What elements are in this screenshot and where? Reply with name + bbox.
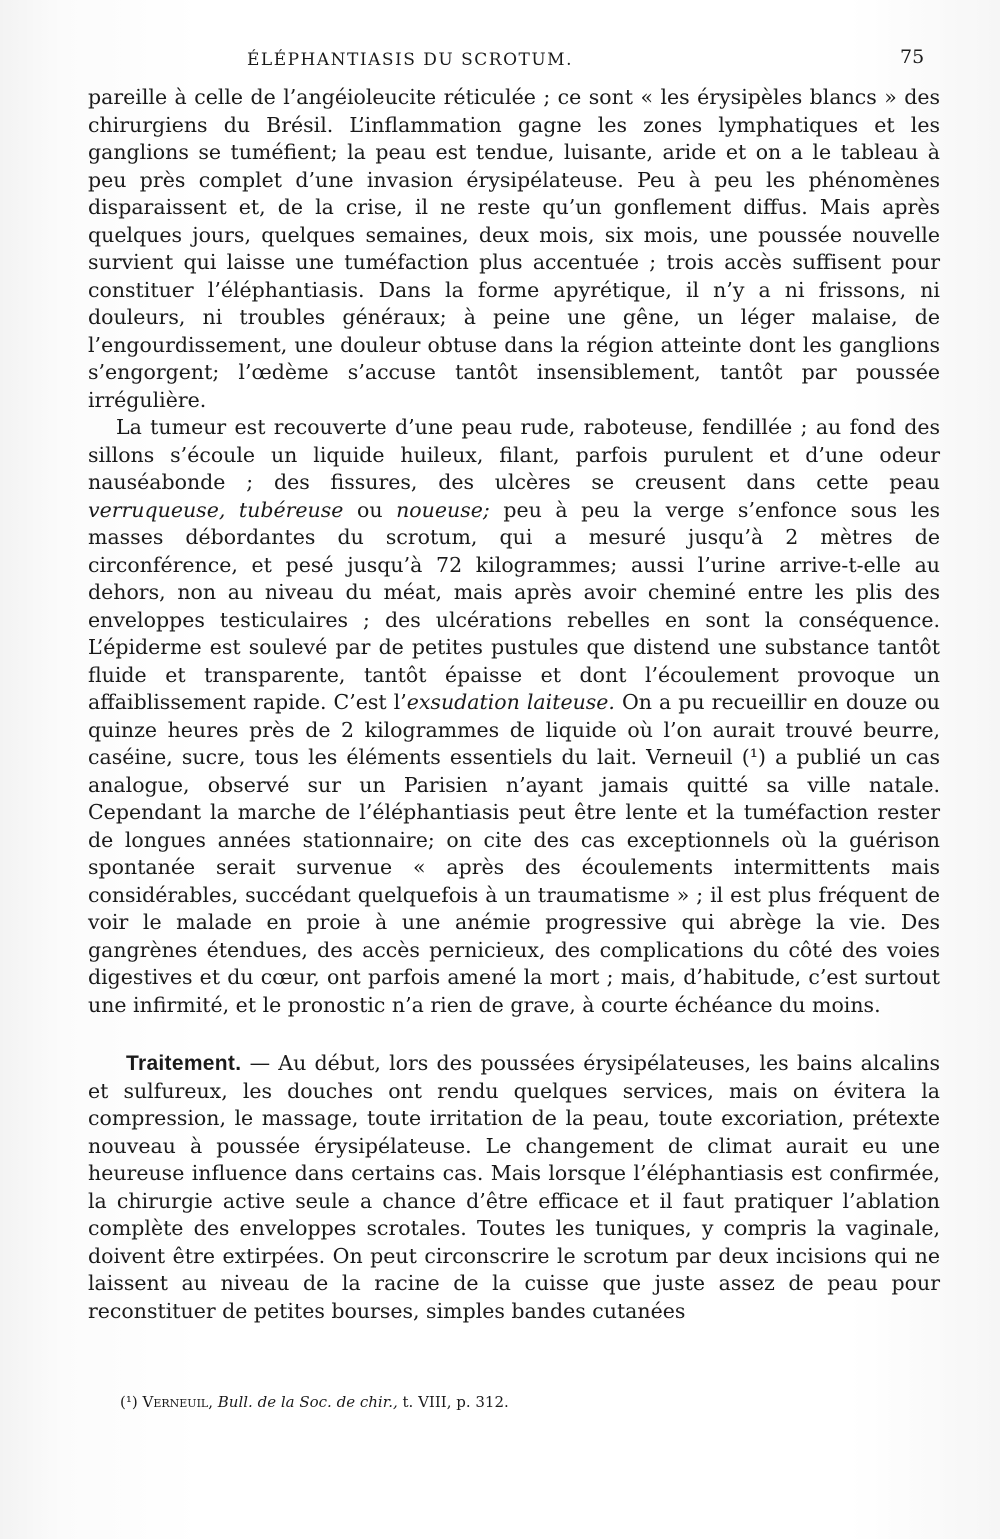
italic-noueuse: noueuse;	[396, 497, 490, 522]
paragraph-2-text-d: On a pu recueillir en douze ou quinze heures près de 2 kilogrammes de liquide où l’on aurait trouvé beurre, caséine, sucre, tous les éléments essentiels du lait. Verneuil	[88, 690, 940, 769]
page-number: 75	[900, 46, 925, 68]
body-text	[88, 84, 940, 1325]
running-title: ÉLÉPHANTIASIS DU SCROTUM.	[247, 50, 573, 70]
footnote-marker: (¹)	[120, 1393, 138, 1411]
footnote-author: Verneuil,	[142, 1393, 213, 1411]
footnote	[120, 1391, 820, 1413]
treatment-text: — Au début, lors des poussées érysipélateuses, les bains alcalins et sulfureux, les douches ont rendu quelques services, mais on évitera la compression, le massage, toute irritation de la peau, toute excoriation, prétexte nouveau à poussée érysipélateuse. Le changement de climat aurait eu une heureuse influence dans certains cas. Mais lorsque l’éléphantiasis est confirmée, la chirurgie active seule a chance d’être efficace et il faut pratiquer l’ablation complète des enveloppes scrotales. Toutes les tuniques, y compris la vaginale, doivent être extirpées. On peut circonscrire le scrotum par deux incisions qui ne laissent au niveau de la racine de la cuisse que juste assez de peau pour reconstituer de petites bourses, simples bandes cutanées	[88, 1051, 940, 1323]
paragraph-2	[88, 414, 940, 1019]
footnote-rest: t. VIII, p. 312.	[397, 1393, 509, 1411]
treatment-paragraph	[88, 1050, 940, 1325]
paragraph-1: pareille à celle de l’angéioleucite réticulée ; ce sont « les érysipèles blancs » des chirurgiens du Brésil. L’inflammation gagne les zones lymphatiques et les ganglions se tuméfient; la peau est tendue, luisante, aride et on a le tableau à peu près complet d’une invasion érysipélateuse. Peu à peu les phénomènes disparaissent et, de la crise, il ne reste qu’un gonflement diffus. Mais après quelques jours, quelques semaines, deux mois, six mois, une poussée nouvelle survient qui laisse une tuméfaction plus accentuée ; trois accès suffisent pour constituer l’éléphantiasis. Dans la forme apyrétique, il n’y a ni frissons, ni douleurs, ni troubles généraux; à peine une gêne, un léger malaise, de l’engourdissement, une douleur obtuse dans la région atteinte dont les ganglions s’engorgent; l’œdème s’accuse tantôt insensiblement, tantôt par poussée irrégulière.	[88, 85, 940, 412]
running-head	[0, 46, 1000, 76]
paragraph-2-text-a: La tumeur est recouverte d’une peau rude, raboteuse, fendillée ; au fond des sillons s’écoule un liquide huileux, filant, parfois purulent et d’une odeur nauséabonde ; des fissures, des ulcères se creusent dans cette peau	[88, 415, 940, 494]
footnote-reference: (¹)	[741, 745, 766, 769]
paragraph-2-text-b: ou	[343, 497, 397, 522]
paragraph-2-text-c: peu à peu la verge s’enfonce sous les masses débordantes du scrotum, qui a mesuré jusqu’à 2 mètres de circonférence, et pesé jusqu’à 72 kilogrammes; aussi l’urine arrive-t-elle au dehors, non au niveau du méat, mais après avoir cheminé entre les plis des enveloppes testiculaires ; des ulcérations rebelles en sont la conséquence. L’épiderme est soulevé par de petites pustules que distend une substance tantôt fluide et transparente, tantôt épaisse et dont l’écoulement provoque un affaiblissement rapide. C’est l’	[88, 497, 940, 714]
italic-exsudation: exsudation laiteuse.	[406, 690, 615, 714]
treatment-heading: Traitement.	[126, 1052, 242, 1075]
footnote-source: Bull. de la Soc. de chir.,	[217, 1393, 398, 1411]
italic-verruqueuse: verruqueuse, tubéreuse	[88, 497, 344, 522]
paragraph-2-text-e: a publié un cas analogue, observé sur un Parisien n’ayant jamais quitté sa ville natale. Cependant la marche de l’éléphantiasis peut être lente et la tuméfaction rester de longues années stationnaire; on cite des cas exceptionnels où la guérison spontanée serait survenue « après des écoulements intermittents mais considérables, succédant quelquefois à un traumatisme » ; il est plus fréquent de voir le malade en proie à une anémie progressive qui abrège la vie. Des gangrènes étendues, des accès pernicieux, des complications du côté des voies digestives et du cœur, ont parfois amené la mort ; mais, d’habitude, c’est surtout une infirmité, et le pronostic n’a rien de grave, à courte échéance du moins.	[88, 745, 940, 1017]
